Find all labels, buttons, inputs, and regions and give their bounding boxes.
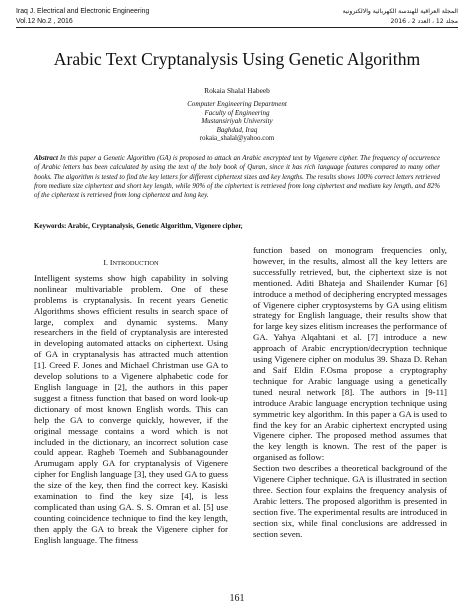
abstract-label: Abstract	[34, 154, 58, 162]
header-left	[16, 7, 149, 26]
right-column	[253, 245, 447, 539]
author-university: Mustansiriyah University	[201, 117, 273, 126]
paragraph: Intelligent systems show high capability in solving nonlinear multivariable problem. One of these problems is cryptanalysis. In recent years Genetic Algorithms shows efficient results in search space of large, complex and dynamic systems. Many researchers in the field of cryptanalysis are interested in developing automated attacks on ciphertext. Using of GA in cryptanalysis has attracted much attention [1]. Creed F. Jones and Michael Christman use GA to develop solutions to a Vigenere alphabetic code for English language in [2], the authors in this paper suggest a fitness function that based on word look-up dictionary of most known English words. This can help the GA to converge quickly, however, if the original message contains a word which is not included in the dictionary, an incorrect solution case could appear. Ragheb Toemeh and Subbanagounder Arumugam apply GA for cryptanalysis of Vigenere cipher for English language [3], they used GA to guess the size of the key, then find the correct key. Kasiski examination to find the key size [4], is less complicated than using GA. S. S. Omran et al. [5] use counting coincidence technique to find the key length, then apply the GA to break the Vigenere cipher for English language. The fitness	[34, 272, 228, 545]
author-city: Baghdad, Iraq	[216, 125, 258, 134]
header-right	[343, 7, 458, 26]
journal-name: Iraq J. Electrical and Electronic Engineering	[16, 8, 150, 15]
section-title-rest: NTRODUCTION	[112, 260, 159, 267]
journal-volume: Vol.12 No.2 , 2016	[16, 17, 73, 25]
header-divider	[16, 27, 458, 28]
section-heading	[34, 258, 228, 270]
section-title-initial: I	[109, 258, 113, 267]
paper-title: Arabic Text Cryptanalysis Using Genetic Algorithm	[53, 49, 421, 69]
journal-name-arabic: المجلة العراقية للهندسة الكهربائية والالكترونية	[342, 8, 458, 15]
journal-volume-arabic: مجلد 12 ، العدد 2 ، 2016	[390, 17, 458, 25]
section-numeral: I.	[103, 258, 110, 267]
author-faculty: Faculty of Engineering	[204, 108, 270, 117]
abstract	[34, 154, 440, 200]
keywords: Keywords: Arabic, Cryptanalysis, Genetic Algorithm, Vigenere cipher,	[34, 222, 243, 230]
author-name: Rokaia Shalal Habeeb	[204, 86, 270, 95]
page-number: 161	[229, 593, 245, 604]
left-column	[34, 242, 228, 546]
paragraph: Section two describes a theoretical background of the Vigenere Cipher technique. GA is illustrated in section three. Section four explains the frequency analysis of Arabic letters. The proposed algorithm is presented in section five. The experimental results are introduced in section six, while final conclusions are addressed in section seven.	[253, 463, 447, 539]
author-department: Computer Engineering Department	[187, 100, 287, 108]
author-block	[0, 86, 474, 143]
running-header	[16, 7, 458, 33]
abstract-text: In this paper a Genetic Algorithm (GA) is proposed to attack an Arabic encrypted text by Vigenere cipher. The frequency of occurrence of Arabic letters has been calculated by using the text of the holy book of Quran, since it has rich language features compared to many other books. The algorithm is tested to find the key letters for different ciphertext sizes and key lengths. The results shows 100% correct letters retrieved from medium size ciphertext and short key length, while 90% of the ciphertext is retrieved from long ciphertext and medium key length, and 82% of the ciphertext is retrieved from long ciphertext and long key.	[34, 154, 440, 200]
paragraph: function based on monogram frequencies only, however, in the results, almost all the key letters are successfully retrieved, but, the ciphertext size is not mentioned. Aditi Bhateja and Shailender Kumar [6] introduce a method of deciphering encrypted messages of Vigenere cipher cryptosystems by GA using elitism strategy for English language, their results show that for large key sizes elitism increases the performance of GA. Yahya Alqahtani et al. [7] introduce a new approach of Arabic encryption/decryption technique using Vigenere cipher on modulus 39. Shaza D. Rehan and Saif Eldin F.Osma propose a cryptography technique for Arabic language using a genetically tuned neural network [8]. The authors in [9-11] introduce Arabic language encryption technique using symmetric key algorithm. In this paper a GA is used to find the key for an Arabic ciphertext encrypted using Vigenere cipher. The proposed method assumes that the key length is known. The rest of the paper is organised as follow:	[253, 245, 447, 463]
author-email: rokaia_shalal@yahoo.com	[199, 134, 275, 143]
